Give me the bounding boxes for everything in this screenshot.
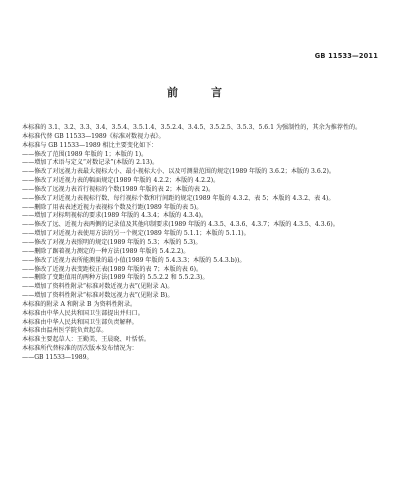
change-item: ——修改了范围(1989 年版的 1；本版的 1)。	[22, 150, 148, 158]
change-item: ——增加了资料性附录“标准对数远视力表”(见附录 B)。	[22, 292, 174, 300]
change-item: ——增加了资料性附录“标准对数近视力表”(见附录 A)。	[22, 283, 174, 291]
paragraph-replaces: 本标准代替 GB 11533—1989《标准对数视力表》。	[22, 132, 165, 140]
paragraph-changes-intro: 本标准与 GB 11533—1989 相比主要变化如下：	[22, 141, 158, 149]
paragraph-drafter: 本标准由温州医学院负责起草。	[22, 327, 108, 335]
change-item: ——修改了对视力表照明的规定(1989 年版的 5.3；本版的 5.3)。	[22, 238, 202, 246]
paragraph-mandatory-clauses: 本标准的 3.1、3.2、3.3、3.4、3.5.4、3.5.1.4、3.5.2.4、3.4.5、3.5.2.5、3.5.3、5.6.1 为强制性的，其余为推荐性的。	[22, 124, 362, 131]
paragraph-drafters-names: 本标准主要起草人：王勤美、王晨晓、叶恬恬。	[22, 336, 150, 344]
change-item: ——增加了对近视力表使用方法的另一个规定(1989 年版的 5.1.1；本版的 5.1.1)。	[22, 230, 250, 238]
paragraph-appendix-note: 本标准的附录 A 和附录 B 为资料性附录。	[22, 300, 137, 308]
page-title: 前 言	[167, 86, 233, 99]
change-item: ——修改了远、近视力表两侧的记录值及其他印制要求(1989 年版的 4.3.5、4.3.6、4.3.7；本版的 4.3.5、4.3.6)。	[22, 221, 339, 229]
change-item: ——增加了对标明视标的要求(1989 年版的 4.3.4；本版的 4.3.4)。	[22, 212, 208, 220]
paragraph-history-intro: 本标准所代替标准的历次版本发布情况为：	[22, 345, 138, 353]
change-item: ——修改了对近视力表视标行数、每行视标个数和行间距的规定(1989 年版的 4.3.2、表 5；本版的 4.3.2、表 4)。	[22, 194, 335, 202]
change-item: ——修改了近视力表所能测量的最小值(1989 年版的 5.4.3.3；本版的 5.4.3.b))。	[22, 256, 246, 264]
change-item: ——删除了踞着视力测定的一种方法(1989 年版的 5.4.2.2)。	[22, 247, 190, 255]
change-item: ——删除了变距值用的两种方法(1989 年版的 5.5.2.2 和 5.5.2.3)。	[22, 274, 209, 282]
change-item: ——增加了术语与定义“对数记录”(本版的 2.13)。	[22, 159, 159, 167]
change-item: ——修改了远视力表首行视标的个数(1989 年版的表 2；本版的表 2)。	[22, 185, 215, 193]
foreword-body	[22, 124, 380, 363]
standard-code: GB 11533—2011	[314, 52, 378, 60]
change-item: ——删除了用表表述近视力表视标个数及行距(1989 年版的表 5)。	[22, 203, 203, 211]
change-item: ——修改了近视力表变距校正表(1989 年版的表 7；本版的表 6)。	[22, 265, 203, 273]
paragraph-proposer: 本标准由中华人民共和国卫生部提出并归口。	[22, 309, 144, 317]
change-item: ——修改了对近视力表的幅面规定(1989 年版的 4.2.2；本版的 4.2.2)。	[22, 177, 220, 185]
history-item: ——GB 11533—1989。	[22, 353, 93, 361]
change-item: ——修改了对远视力表最大视标大小、最小视标大小、以及可测量范围的规定(1989 年版的 3.6.2；本版的 3.6.2)。	[22, 168, 336, 176]
paragraph-interpreter: 本标准由中华人民共和国卫生部负责解释。	[22, 318, 138, 326]
